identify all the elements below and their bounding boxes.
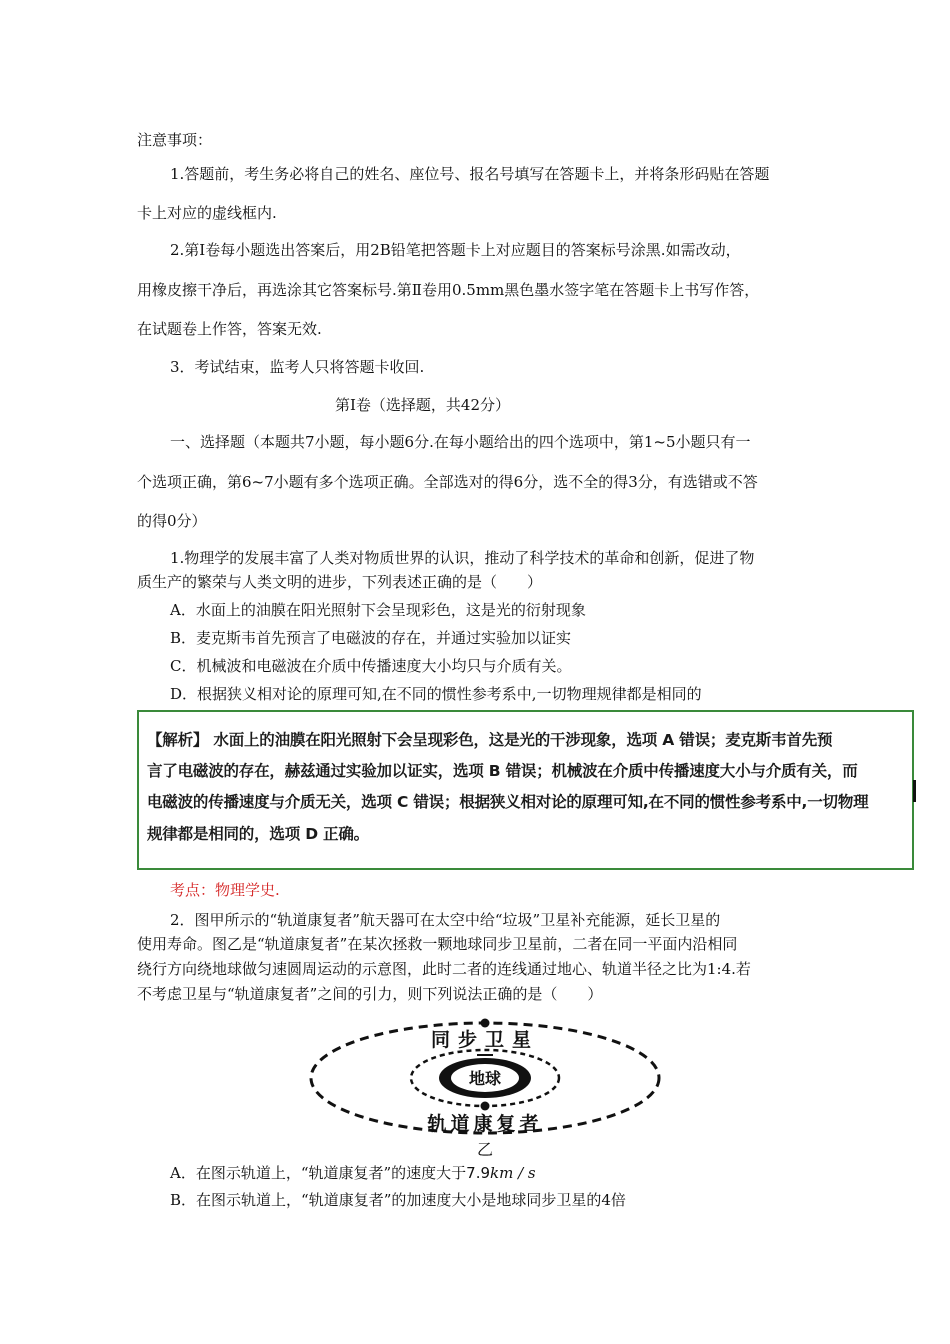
q2-option-a-unit: km / s [490,1164,536,1182]
q1-analysis-line-4: 规律都是相同的，选项 D 正确。 [147,825,369,843]
section-intro-line-3: 的得0分） [137,512,207,530]
section-intro-line-2: 个选项正确，第6~7小题有多个选项正确。全部选对的得6分，选不全的得3分，有选错或不答 [137,473,758,491]
q2-option-a-value: 7.9 [466,1164,491,1182]
notice-item-1-line-2: 卡上对应的虚线框内. [137,204,277,222]
q1-stem-line-2: 质生产的繁荣与人类文明的进步，下列表述正确的是（ ） [137,573,543,591]
q1-kaodian: 考点：物理学史. [170,881,280,899]
rescuer-label: 轨道康复者 [427,1113,543,1135]
q1-analysis-line-2: 言了电磁波的存在，赫兹通过实验加以证实，选项 B 错误；机械波在介质中传播速度大小与介质有关，而 [147,762,858,780]
rescuer-dot [481,1102,490,1111]
notice-item-2-line-1: 2.第Ⅰ卷每小题选出答案后，用2B铅笔把答题卡上对应题目的答案标号涂黑.如需改动， [170,241,741,259]
q2-option-a [170,1163,536,1183]
q1-analysis-line-1: 【解析】 水面上的油膜在阳光照射下会呈现彩色，这是光的干涉现象，选项 A 错误；麦克斯韦首先预 [147,731,833,749]
notice-item-3: 3．考试结束，监考人只将答题卡收回. [170,358,425,376]
orbit-diagram [305,1010,665,1160]
q2-stem-line-4: 不考虑卫星与“轨道康复者”之间的引力，则下列说法正确的是（ ） [137,985,603,1003]
q1-option-a: A．水面上的油膜在阳光照射下会呈现彩色，这是光的衍射现象 [170,601,586,619]
sync-satellite-dot [481,1019,490,1028]
section-title: 第Ⅰ卷（选择题，共42分） [335,396,511,414]
q1-option-c: C．机械波和电磁波在介质中传播速度大小均只与介质有关。 [170,657,572,675]
figure-label: 乙 [476,1140,494,1159]
sync-satellite-label: 同步卫星 [430,1029,540,1051]
earth-label: 地球 [468,1069,502,1088]
q2-stem-line-3: 绕行方向绕地球做匀速圆周运动的示意图，此时二者的连线通过地心、轨道半径之比为1:4.若 [137,960,751,978]
q1-analysis-line-3: 电磁波的传播速度与介质无关，选项 C 错误；根据狭义相对论的原理可知,在不同的惯性参考系中,一切物理 [147,793,869,811]
q1-stem-line-1: 1.物理学的发展丰富了人类对物质世界的认识，推动了科学技术的革命和创新，促进了物 [170,549,755,567]
q2-stem-line-2: 使用寿命。图乙是“轨道康复者”在某次拯救一颗地球同步卫星前，二者在同一平面内沿相同 [137,935,738,953]
notice-item-1-line-1: 1.答题前，考生务必将自己的姓名、座位号、报名号填写在答题卡上，并将条形码贴在答题 [170,165,770,183]
q2-option-b: B．在图示轨道上，“轨道康复者”的加速度大小是地球同步卫星的4倍 [170,1191,626,1209]
q2-stem-line-1: 2．图甲所示的“轨道康复者”航天器可在太空中给“垃圾”卫星补充能源，延长卫星的 [170,911,721,929]
scan-mark [913,780,916,802]
notice-heading: 注意事项： [137,131,213,149]
q1-analysis-box [137,710,914,870]
q2-option-a-text: A．在图示轨道上，“轨道康复者”的速度大于 [170,1164,467,1182]
q1-option-d: D．根据狭义相对论的原理可知,在不同的惯性参考系中,一切物理规律都是相同的 [170,685,702,703]
q1-option-b: B．麦克斯韦首先预言了电磁波的存在，并通过实验加以证实 [170,629,572,647]
notice-item-2-line-3: 在试题卷上作答，答案无效. [137,320,322,338]
section-intro-line-1: 一、选择题（本题共7小题，每小题6分.在每小题给出的四个选项中，第1~5小题只有一 [170,433,751,451]
notice-item-2-line-2: 用橡皮擦干净后，再选涂其它答案标号.第Ⅱ卷用0.5mm黑色墨水签字笔在答题卡上书写作答， [137,281,760,299]
